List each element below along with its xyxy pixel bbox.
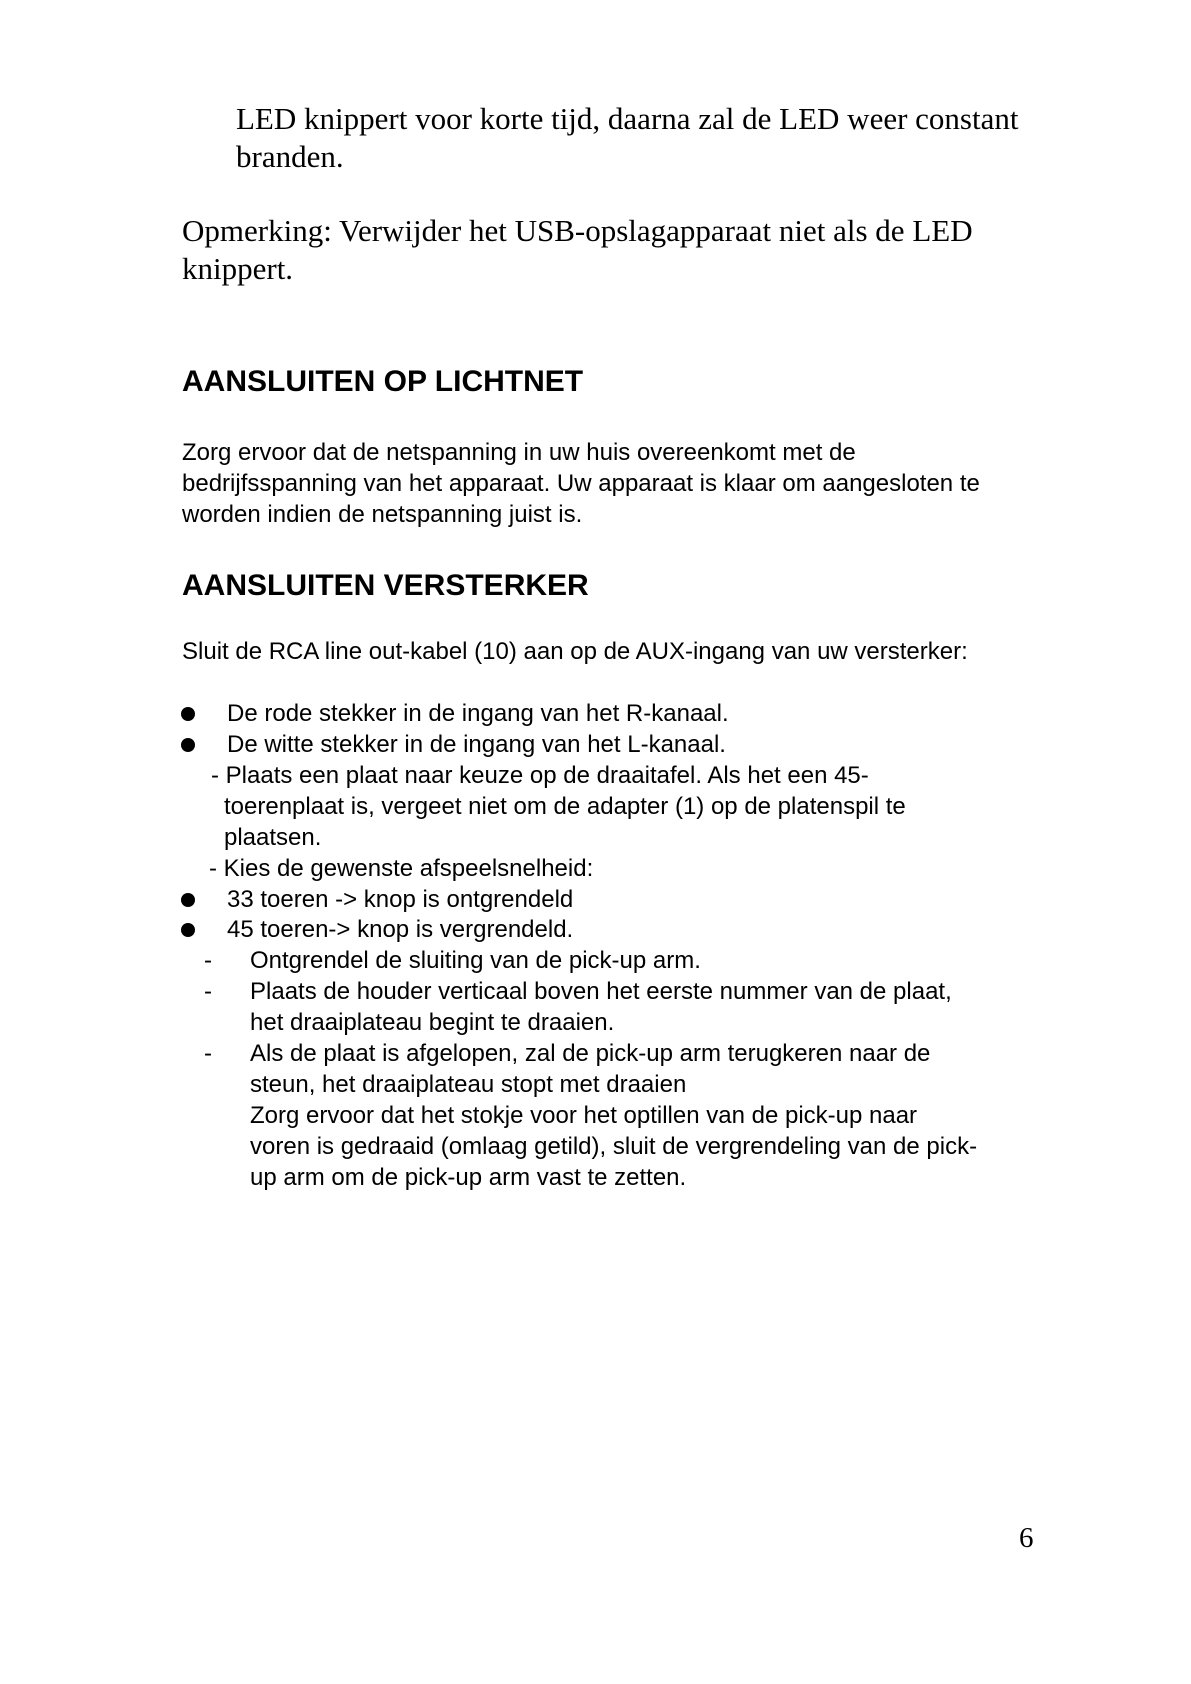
dash-item-line: steun, het draaiplateau stopt met draaien [250,1071,687,1098]
dash-marker: - [204,947,212,974]
section-heading-amplifier: AANSLUITEN VERSTERKER [182,569,589,602]
bullet-icon [181,738,195,752]
amplifier-intro: Sluit de RCA line out-kabel (10) aan op de AUX-ingang van uw versterker: [182,638,968,665]
note-line-2: knippert. [182,251,294,286]
dash-item-line: Plaats de houder verticaal boven het eerste nummer van de plaat, [250,978,952,1005]
power-paragraph [182,437,980,530]
list-item [181,884,1061,915]
dash-item-line: up arm om de pick-up arm vast te zetten. [250,1164,687,1191]
power-line: bedrijfsspanning van het apparaat. Uw apparaat is klaar om aangesloten te [182,470,980,497]
bullet-icon [181,893,195,907]
dash-marker: - [204,1040,212,1067]
led-paragraph [236,100,1018,176]
led-line-1: LED knippert voor korte tijd, daarna zal de LED weer constant [236,101,1019,136]
page-number: 6 [1019,1522,1034,1554]
list-item [181,729,1061,760]
dash-item-line: voren is gedraaid (omlaag getild), sluit de vergrendeling van de pick- [250,1133,978,1160]
dash-item-line: Ontgrendel de sluiting van de pick-up arm. [250,947,701,974]
bullet-icon [181,923,195,937]
dash-item-text [250,945,701,976]
bullet-icon [181,707,195,721]
dash-item-text [250,976,952,1038]
list-item-text: 33 toeren -> knop is ontgrendeld [227,886,574,913]
record-line-1: - Plaats een plaat naar keuze op de draaitafel. Als het een 45- [211,762,869,789]
record-line-2: toerenplaat is, vergeet niet om de adapter (1) op de platenspil te [224,793,906,820]
led-line-2: branden. [236,139,344,174]
speed-line: - Kies de gewenste afspeelsnelheid: [209,855,594,882]
note-paragraph [182,212,973,288]
record-line-3: plaatsen. [224,824,322,851]
list-item-text: 45 toeren-> knop is vergrendeld. [227,916,574,943]
dash-item-line: het draaiplateau begint te draaien. [250,1009,615,1036]
dash-item-line: Zorg ervoor dat het stokje voor het optillen van de pick-up naar [250,1102,918,1129]
dash-item-text [250,1038,977,1193]
note-line-1: Opmerking: Verwijder het USB-opslagapparaat niet als de LED [182,213,973,248]
dash-item-line: Als de plaat is afgelopen, zal de pick-up arm terugkeren naar de [250,1040,931,1067]
section-heading-power: AANSLUITEN OP LICHTNET [182,365,584,398]
dash-marker: - [204,978,212,1005]
list-item [181,698,1061,729]
list-item-text: De rode stekker in de ingang van het R-kanaal. [227,700,729,727]
list-item-text: De witte stekker in de ingang van het L-kanaal. [227,731,726,758]
list-item [181,914,1061,945]
power-line: worden indien de netspanning juist is. [182,501,583,528]
record-paragraph [211,760,906,853]
power-line: Zorg ervoor dat de netspanning in uw huis overeenkomt met de [182,439,856,466]
